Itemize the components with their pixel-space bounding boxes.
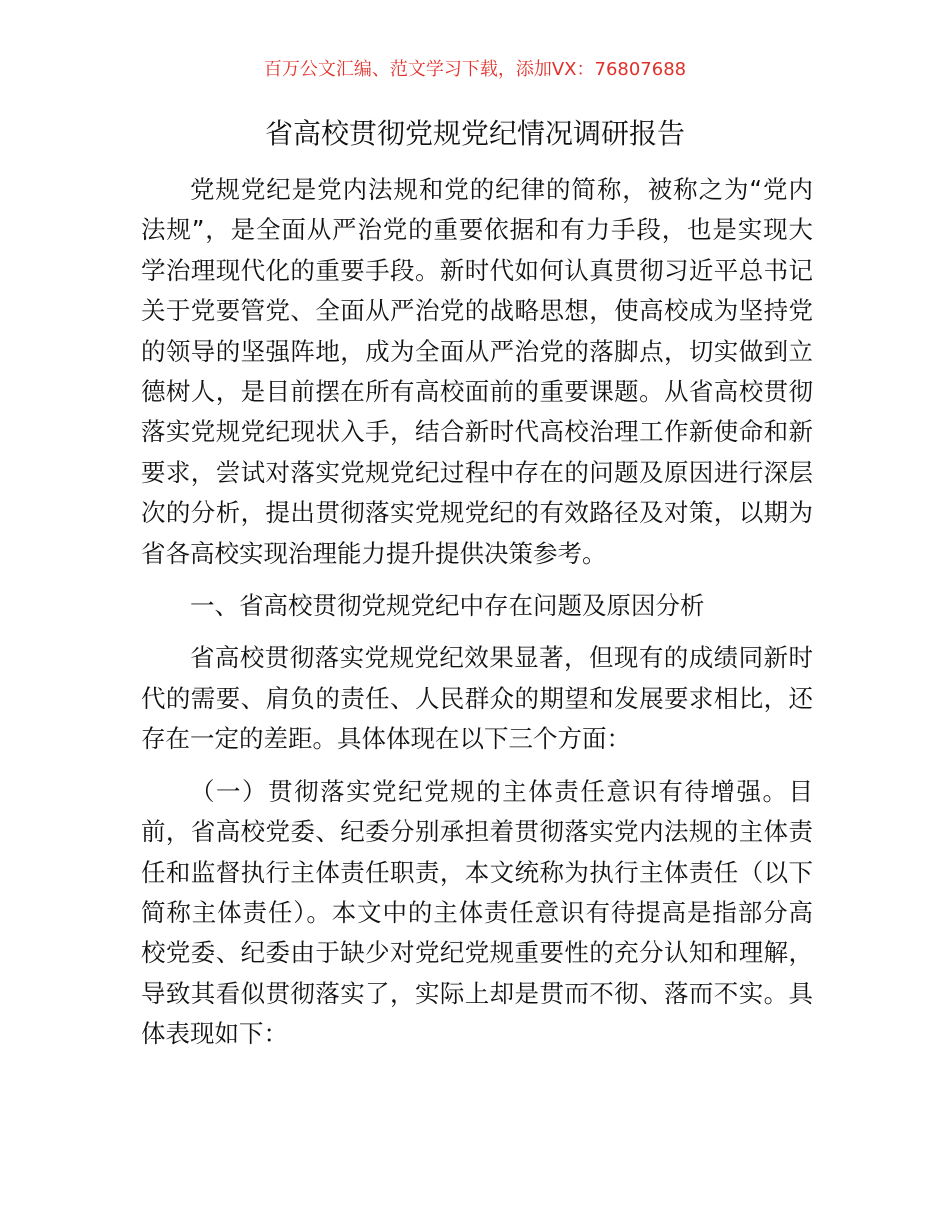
document-title: 省高校贯彻党规党纪情况调研报告 — [264, 117, 685, 150]
subsection-paragraph: （一）贯彻落实党纪党规的主体责任意识有待增强。目前，省高校党委、纪委分别承担着贯彻落实党内法规的主体责任和监督执行主体责任职责，本文统称为执行主体责任（以下简称主体责任）。本文中的主体责任意识有待提高是指部分高校党委、纪委由于缺少对党纪党规重要性的充分认知和理解，导致其看似贯彻落实了，实际上却是贯而不彻、落而不实。具体表现如下： — [141, 776, 813, 1049]
watermark-header: 百万公文汇编、范文学习下载，添加VX：76807688 — [263, 59, 687, 80]
section-heading: 一、省高校贯彻党规党纪中存在问题及原因分析 — [190, 591, 705, 621]
document-body — [141, 170, 813, 1067]
body-paragraph: 省高校贯彻落实党规党纪效果显著，但现有的成绩同新时代的需要、肩负的责任、人民群众的期望和发展要求相比，还存在一定的差距。具体体现在以下三个方面： — [141, 643, 813, 754]
intro-paragraph: 党规党纪是党内法规和党的纪律的简称，被称之为“党内法规”，是全面从严治党的重要依据和有力手段，也是实现大学治理现代化的重要手段。新时代如何认真贯彻习近平总书记关于党要管党、全面从严治党的战略思想，使高校成为坚持党的领导的坚强阵地，成为全面从严治党的落脚点，切实做到立德树人，是目前摆在所有高校面前的重要课题。从省高校贯彻落实党规党纪现状入手，结合新时代高校治理工作新使命和新要求，尝试对落实党规党纪过程中存在的问题及原因进行深层次的分析，提出贯彻落实党规党纪的有效路径及对策，以期为省各高校实现治理能力提升提供决策参考。 — [141, 175, 813, 568]
